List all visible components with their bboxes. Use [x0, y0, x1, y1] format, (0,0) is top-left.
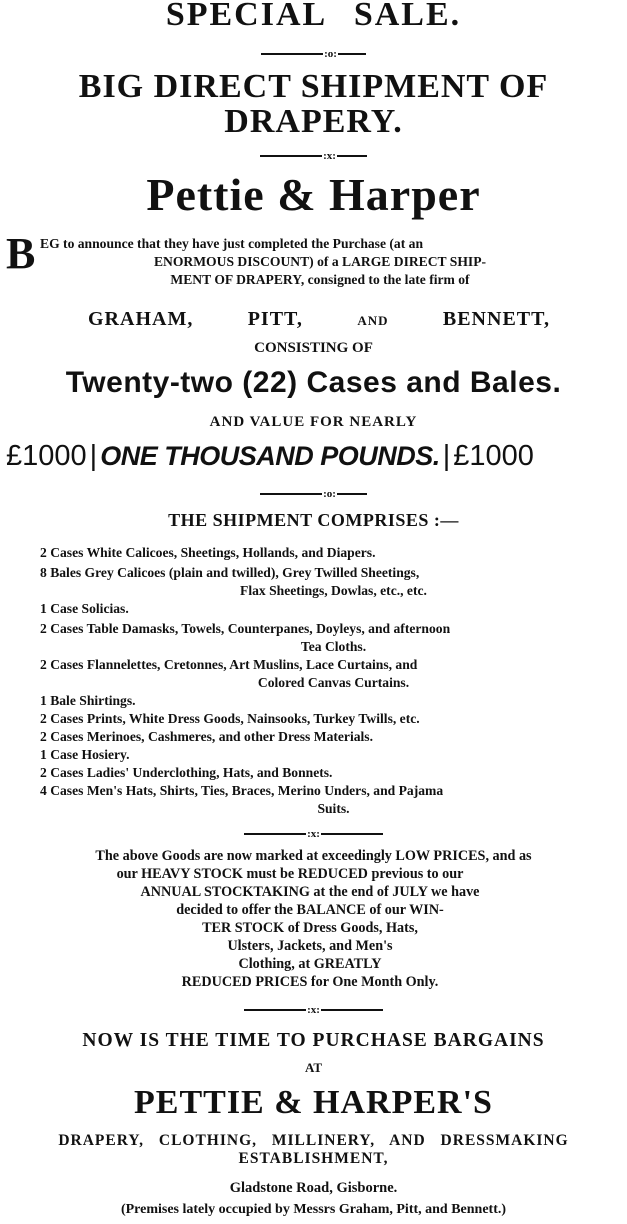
value-right: £1000 — [453, 440, 534, 472]
notice-line: Clothing, at GREATLY — [238, 956, 382, 972]
value-line: £1000 | ONE THOUSAND POUNDS. | £1000 — [6, 440, 534, 472]
shipment-item: 2 Cases Flannelettes, Cretonnes, Art Muslins, Lace Curtains, and Colored Canvas Curtains. — [40, 657, 418, 690]
shipment-item: 2 Cases White Calicoes, Sheetings, Hollands, and Diapers. — [40, 545, 376, 560]
notice-line: decided to offer the BALANCE of our WIN- — [176, 902, 444, 918]
firm-name: Pettie & Harper — [146, 169, 481, 220]
address: Gladstone Road, Gisborne. — [229, 1180, 398, 1196]
value-words: ONE THOUSAND POUNDS. — [100, 441, 440, 471]
intro-line-3: MENT OF DRAPERY, consigned to the late firm of — [170, 272, 470, 287]
firm-and: AND — [357, 313, 389, 328]
separator-5: :x: — [0, 1004, 627, 1016]
shipment-item: 4 Cases Men's Hats, Shirts, Ties, Braces, Merino Unders, and Pajama Suits. — [40, 783, 444, 816]
shipment-item: 2 Cases Table Damasks, Towels, Counterpanes, Doyleys, and afternoon Tea Cloths. — [40, 621, 451, 654]
separator-4: :x: — [0, 828, 627, 840]
notice-line: Ulsters, Jackets, and Men's — [227, 938, 393, 954]
shipment-item: 2 Cases Ladies' Underclothing, Hats, and Bonnets. — [40, 765, 333, 780]
trade-line-1: DRAPERY, CLOTHING, MILLINERY, AND DRESSMAKING — [58, 1132, 569, 1149]
shipment-item: 1 Bale Shirtings. — [40, 693, 136, 708]
shipment-item: 1 Case Solicias. — [40, 601, 129, 616]
premises-note: (Premises lately occupied by Messrs Graham, Pitt, and Bennett.) — [120, 1202, 507, 1217]
notice-line: REDUCED PRICES for One Month Only. — [181, 974, 439, 990]
headline-line-2: DRAPERY. — [224, 103, 403, 140]
consisting-of: CONSISTING OF — [254, 340, 373, 356]
special-sale-heading: SPECIAL SALE. — [165, 0, 462, 33]
notice-line: our HEAVY STOCK must be REDUCED previous to our — [116, 866, 464, 882]
shipment-item: 2 Cases Prints, White Dress Goods, Nainsooks, Turkey Twills, etc. — [40, 711, 420, 726]
firm-bennett: BENNETT, — [442, 308, 550, 330]
shipment-item: 8 Bales Grey Calicoes (plain and twilled), Grey Twilled Sheetings, Flax Sheetings, Dowlas, etc., etc. — [40, 565, 427, 598]
cases-and-bales: Twenty-two (22) Cases and Bales. — [65, 366, 562, 399]
drop-cap: B — [6, 229, 36, 278]
intro-line-2: ENORMOUS DISCOUNT) of a LARGE DIRECT SHIP- — [153, 254, 487, 269]
trade-line-2: ESTABLISHMENT, — [238, 1150, 389, 1167]
late-firm-names — [88, 308, 550, 331]
value-left: £1000 — [6, 440, 87, 472]
firm-pitt: PITT, — [247, 308, 303, 330]
intro-line-1: EG to announce that they have just completed the Purchase (at an — [40, 236, 424, 251]
shipment-heading: THE SHIPMENT COMPRISES :— — [168, 510, 459, 530]
at-label: AT — [304, 1060, 323, 1075]
firm-graham: GRAHAM, — [88, 308, 194, 330]
value-for-nearly: AND VALUE FOR NEARLY — [209, 414, 418, 430]
separator-3: :o: — [0, 488, 627, 500]
separator-1: :o: — [0, 48, 627, 60]
now-is-the-time: NOW IS THE TIME TO PURCHASE BARGAINS — [82, 1030, 545, 1051]
notice-line: TER STOCK of Dress Goods, Hats, — [202, 920, 418, 936]
shipment-item: 1 Case Hosiery. — [40, 747, 130, 762]
footer-firm-name: PETTIE & HARPER'S — [134, 1084, 493, 1121]
notice-line: ANNUAL STOCKTAKING at the end of JULY we have — [140, 884, 480, 900]
notice-line: The above Goods are now marked at exceedingly LOW PRICES, and as — [95, 848, 532, 864]
separator-2: :x: — [0, 150, 627, 162]
headline-line-1: BIG DIRECT SHIPMENT OF — [78, 68, 549, 105]
shipment-item: 2 Cases Merinoes, Cashmeres, and other Dress Materials. — [40, 729, 374, 744]
